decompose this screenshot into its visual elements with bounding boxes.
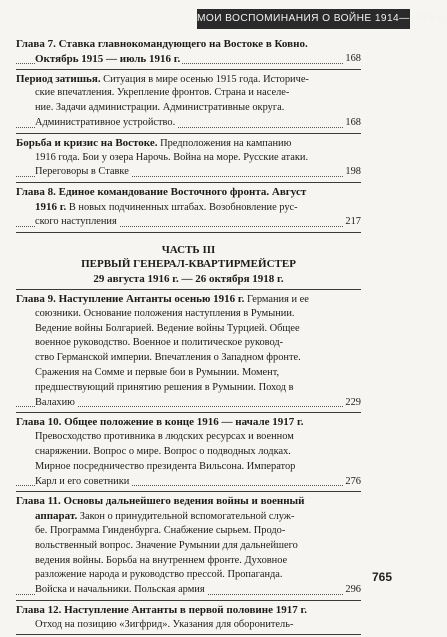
toc-line-heading: 1916 г. bbox=[35, 200, 67, 213]
toc-line-text: Войска и начальники. Польская армия bbox=[35, 584, 205, 596]
toc-line bbox=[16, 165, 361, 180]
toc-line-text: ские впечатления. Укрепление фронтов. Страна и населе- bbox=[35, 87, 290, 99]
toc-line-text: Глава 10. Общее положение в конце 1916 — начале 1917 г. bbox=[16, 416, 304, 429]
toc-line bbox=[16, 494, 361, 509]
toc-page-number: 168 bbox=[343, 116, 361, 131]
toc-line-text: ние. Задачи администрации. Административные округа. bbox=[35, 102, 285, 114]
toc-line bbox=[16, 200, 361, 215]
entry-separator bbox=[16, 412, 361, 413]
toc-line bbox=[16, 618, 361, 633]
toc-line-text bbox=[35, 511, 296, 522]
toc-line-text: союзники. Основание положения наступления в Румынии. bbox=[35, 307, 295, 319]
part-number: ЧАСТЬ III bbox=[161, 243, 216, 256]
toc-page-number: 276 bbox=[343, 475, 361, 490]
toc-line-text: Отход на позицию «Зигфрид». Указания для оборонитель- bbox=[35, 618, 294, 630]
toc-line bbox=[16, 101, 361, 116]
toc-entry bbox=[16, 72, 361, 131]
toc-line bbox=[16, 381, 361, 396]
entry-separator bbox=[16, 491, 361, 492]
toc-line-text bbox=[16, 74, 311, 85]
part-title: ПЕРВЫЙ ГЕНЕРАЛ-КВАРТИРМЕЙСТЕР bbox=[81, 258, 296, 271]
toc-line bbox=[16, 307, 361, 322]
toc-line-text: военное руководство. Военное и политическое руковод- bbox=[35, 337, 284, 349]
toc-page-number: 217 bbox=[343, 215, 361, 230]
toc-page-number: 229 bbox=[343, 396, 361, 411]
toc-line bbox=[16, 430, 361, 445]
entry-separator bbox=[16, 69, 361, 70]
toc-line bbox=[16, 116, 361, 131]
toc-entry bbox=[16, 603, 361, 633]
toc-line-text: разложение народа и руководство прессой. Пропаганда. bbox=[35, 569, 283, 581]
toc-entry bbox=[16, 494, 361, 598]
toc-line-heading: Глава 9. Наступление Антанты осенью 1916 г. bbox=[16, 292, 245, 305]
table-of-contents bbox=[16, 37, 361, 637]
toc-line-text: Переговоры в Ставке bbox=[35, 166, 129, 178]
toc-line-rest: В новых подчиненных штабах. Возобновление рус- bbox=[66, 201, 298, 213]
toc-line-text: ведения войны. Борьба на внутреннем фронте. Духовное bbox=[35, 554, 288, 566]
toc-entry bbox=[16, 292, 361, 410]
toc-line-text: Сражения на Сомме и первые бои в Румынии. Момент, bbox=[35, 366, 280, 378]
toc-line-text bbox=[16, 294, 311, 305]
entry-separator bbox=[16, 289, 361, 290]
toc-line bbox=[16, 292, 361, 307]
toc-line bbox=[16, 524, 361, 539]
toc-line-text: ство Германской империи. Впечатления о Западном фронте. bbox=[35, 352, 301, 364]
toc-line-text: Октябрь 1915 — июль 1916 г. bbox=[35, 52, 181, 65]
toc-line bbox=[16, 366, 361, 381]
toc-line bbox=[16, 52, 361, 67]
toc-line-text: Валахию bbox=[35, 396, 75, 408]
toc-line-text: Глава 11. Основы дальнейшего ведения войны и военный bbox=[16, 495, 305, 508]
toc-entry bbox=[16, 37, 361, 67]
toc-line bbox=[16, 554, 361, 569]
toc-page-number: 296 bbox=[343, 583, 361, 598]
toc-line-rest: Ситуация в мире осенью 1915 года. Историче- bbox=[100, 73, 309, 85]
toc-page-number: 168 bbox=[343, 52, 361, 67]
toc-line-text: Ведение войны Болгарией. Ведение войны Турцией. Общее bbox=[35, 322, 300, 334]
toc-line-text bbox=[35, 202, 300, 213]
toc-line-text: Глава 7. Ставка главнокомандующего на Востоке в Ковно. bbox=[16, 38, 308, 50]
toc-line bbox=[16, 568, 361, 583]
toc-line bbox=[16, 396, 361, 411]
toc-line bbox=[16, 351, 361, 366]
toc-line-text: Глава 12. Наступление Антанты в первой половине 1917 г. bbox=[16, 603, 307, 616]
page-number: 765 bbox=[372, 570, 393, 584]
toc-line bbox=[16, 336, 361, 351]
entry-separator bbox=[16, 182, 361, 183]
entry-separator bbox=[16, 600, 361, 601]
toc-line-heading: аппарат. bbox=[35, 510, 78, 523]
toc-line bbox=[16, 445, 361, 460]
running-header: МОИ ВОСПОМИНАНИЯ О ВОЙНЕ 1914—1918 гг. bbox=[197, 9, 410, 29]
toc-line bbox=[16, 86, 361, 101]
toc-line bbox=[16, 185, 361, 200]
toc-line bbox=[16, 460, 361, 475]
entry-separator bbox=[16, 634, 361, 635]
toc-line bbox=[16, 475, 361, 490]
toc-line-text bbox=[16, 138, 293, 149]
toc-entry bbox=[16, 415, 361, 489]
toc-line bbox=[16, 136, 361, 151]
toc-line-text: ского наступления bbox=[35, 215, 117, 227]
toc-line bbox=[16, 509, 361, 524]
toc-line bbox=[16, 322, 361, 337]
toc-line-text: предшествующий принятию решения в Румынии. Поход в bbox=[35, 381, 294, 393]
toc-entry bbox=[16, 185, 361, 229]
part-dates: 29 августа 1916 г. — 26 октября 1918 г. bbox=[93, 273, 284, 286]
toc-line-heading: Борьба и кризис на Востоке. bbox=[16, 136, 158, 149]
toc-line-text: 1916 года. Бои у озера Нарочь. Война на море. Русские атаки. bbox=[35, 151, 309, 163]
toc-line-text: Карл и его советники bbox=[35, 475, 130, 487]
toc-line-text: Превосходство противника в людских ресурсах и военном bbox=[35, 431, 294, 443]
toc-line bbox=[16, 37, 361, 52]
toc-line-text: Мирное посредничество президента Вильсона. Император bbox=[35, 460, 296, 472]
entry-separator bbox=[16, 133, 361, 134]
toc-line-text: бе. Программа Гинденбурга. Снабжение сырьем. Продо- bbox=[35, 524, 286, 536]
toc-line-heading: Период затишья. bbox=[16, 72, 101, 85]
toc-line bbox=[16, 603, 361, 618]
toc-line-rest: Предположения на кампанию bbox=[157, 137, 292, 149]
toc-line bbox=[16, 215, 361, 230]
toc-line-text: Административное устройство. bbox=[35, 116, 176, 128]
toc-line-text: Глава 8. Единое командование Восточного фронта. Август bbox=[16, 186, 307, 199]
toc-line bbox=[16, 72, 361, 87]
toc-line-text: вольственный вопрос. Значение Румынии для дальнейшего bbox=[35, 539, 298, 551]
entry-separator bbox=[16, 232, 361, 233]
spacer bbox=[16, 235, 361, 243]
toc-line-text: снаряжении. Вопрос о мире. Вопрос о подводных лодках. bbox=[35, 445, 291, 457]
toc-line-rest: Германия и ее bbox=[244, 293, 309, 305]
toc-line bbox=[16, 151, 361, 166]
toc-line bbox=[16, 415, 361, 430]
toc-entry bbox=[16, 136, 361, 180]
toc-line bbox=[16, 583, 361, 598]
toc-page-number: 198 bbox=[343, 165, 361, 180]
toc-line-rest: Закон о принудительной вспомогательной служ- bbox=[77, 511, 295, 523]
toc-line bbox=[16, 539, 361, 554]
